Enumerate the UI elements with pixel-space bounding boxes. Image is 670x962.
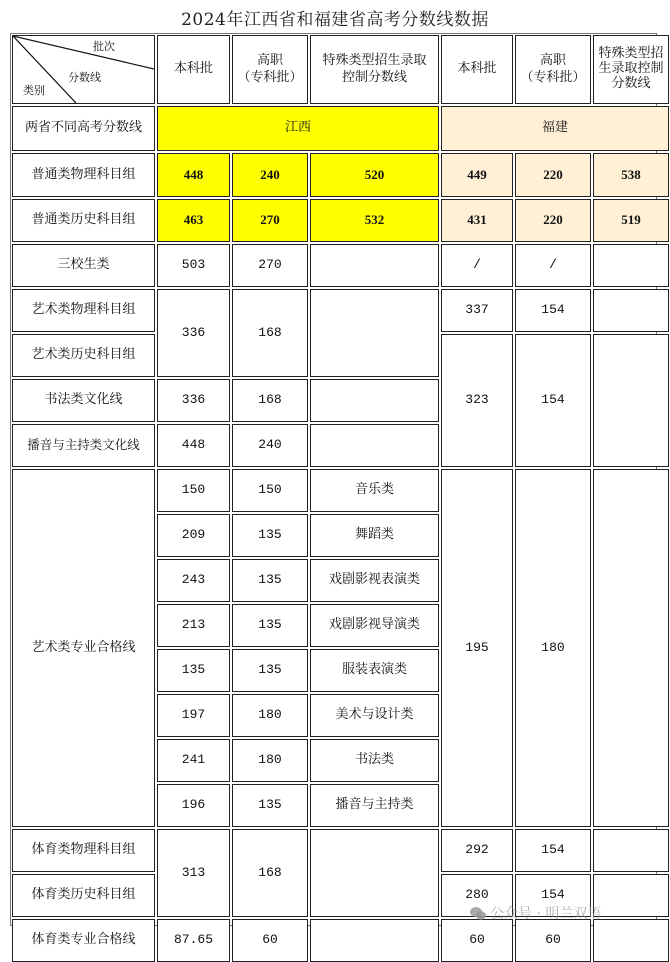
art-pro-benke: 243 xyxy=(157,559,230,602)
row-label-history: 普通类历史科目组 xyxy=(12,199,155,242)
jx-gaozhi-calligraphy: 168 xyxy=(232,379,308,422)
col-header-jx-benke xyxy=(157,35,230,104)
fj-benke-pe-physics: 292 xyxy=(441,829,513,872)
col-header-text: 生录取控制 xyxy=(598,61,664,77)
fj-special-art-physics xyxy=(593,289,669,332)
fj-gaozhi-pe-pro: 60 xyxy=(515,919,591,962)
fj-special-pe-physics xyxy=(593,829,669,872)
fj-gaozhi-pe-history: 154 xyxy=(515,874,591,917)
jx-special-art xyxy=(310,289,439,377)
jx-benke-pe: 313 xyxy=(157,829,230,917)
art-pro-gaozhi: 150 xyxy=(232,469,308,512)
fj-benke-pe-history: 280 xyxy=(441,874,513,917)
jx-special-calligraphy xyxy=(310,379,439,422)
art-pro-gaozhi: 180 xyxy=(232,694,308,737)
art-pro-benke: 196 xyxy=(157,784,230,827)
col-header-jx-gaozhi xyxy=(232,35,308,104)
col-header-text: 特殊类型招生录取 xyxy=(322,52,427,68)
art-pro-gaozhi: 135 xyxy=(232,649,308,692)
art-pro-type: 播音与主持类 xyxy=(310,784,439,827)
fj-special-pe-history xyxy=(593,874,669,917)
jx-special-physics: 520 xyxy=(310,153,439,197)
jx-special-broadcast xyxy=(310,424,439,467)
art-pro-gaozhi: 135 xyxy=(232,514,308,557)
col-header-text: 本科批 xyxy=(457,61,497,77)
fj-special-pe-pro xyxy=(593,919,669,962)
watermark-text: 公众号 · 明兰双语 xyxy=(490,906,602,922)
art-pro-type: 戏剧影视导演类 xyxy=(310,604,439,647)
fj-gaozhi-history: 220 xyxy=(515,199,591,242)
fj-benke-art-physics: 337 xyxy=(441,289,513,332)
fj-benke-pe-pro: 60 xyxy=(441,919,513,962)
art-pro-type: 服装表演类 xyxy=(310,649,439,692)
art-pro-benke: 150 xyxy=(157,469,230,512)
corner-category-label: 类别 xyxy=(23,84,45,97)
col-header-text: 特殊类型招 xyxy=(598,46,664,62)
art-pro-gaozhi: 135 xyxy=(232,604,308,647)
fj-gaozhi-art-history-shared: 154 xyxy=(515,334,591,467)
art-pro-benke: 213 xyxy=(157,604,230,647)
art-pro-gaozhi: 180 xyxy=(232,739,308,782)
row-label-art-physics: 艺术类物理科目组 xyxy=(12,289,155,332)
fj-gaozhi-art-physics: 154 xyxy=(515,289,591,332)
col-header-text: （专科批） xyxy=(237,69,303,85)
jx-benke-calligraphy: 336 xyxy=(157,379,230,422)
jx-gaozhi-history: 270 xyxy=(232,199,308,242)
row-label-art-history: 艺术类历史科目组 xyxy=(12,334,155,377)
fj-special-physics: 538 xyxy=(593,153,669,197)
fj-benke-history: 431 xyxy=(441,199,513,242)
col-header-fj-gaozhi xyxy=(515,35,591,104)
jx-gaozhi-physics: 240 xyxy=(232,153,308,197)
col-header-fj-special xyxy=(593,35,669,104)
fj-benke-physics: 449 xyxy=(441,153,513,197)
fj-benke-sanxiao: / xyxy=(441,244,513,287)
art-pro-type: 戏剧影视表演类 xyxy=(310,559,439,602)
art-pro-gaozhi: 135 xyxy=(232,784,308,827)
art-pro-benke: 241 xyxy=(157,739,230,782)
jx-benke-pe-pro: 87.65 xyxy=(157,919,230,962)
fj-special-art-history-shared xyxy=(593,334,669,467)
corner-header-cell xyxy=(12,35,155,104)
fj-special-art-pro xyxy=(593,469,669,827)
row-label-pe-pro: 体育类专业合格线 xyxy=(12,919,155,962)
row-label-pe-history: 体育类历史科目组 xyxy=(12,874,155,917)
row-label-pe-physics: 体育类物理科目组 xyxy=(12,829,155,872)
corner-score-label: 分数线 xyxy=(68,71,101,84)
jx-gaozhi-pe-pro: 60 xyxy=(232,919,308,962)
fj-gaozhi-physics: 220 xyxy=(515,153,591,197)
art-pro-type: 美术与设计类 xyxy=(310,694,439,737)
province-fujian: 福建 xyxy=(441,106,669,151)
col-header-text: （专科批） xyxy=(520,69,586,85)
jx-benke-sanxiao: 503 xyxy=(157,244,230,287)
jx-special-pe xyxy=(310,829,439,917)
wechat-icon xyxy=(470,907,486,920)
col-header-fj-benke xyxy=(441,35,513,104)
jx-gaozhi-art: 168 xyxy=(232,289,308,377)
jx-gaozhi-pe: 168 xyxy=(232,829,308,917)
jx-special-history: 532 xyxy=(310,199,439,242)
fj-gaozhi-sanxiao: / xyxy=(515,244,591,287)
art-pro-benke: 197 xyxy=(157,694,230,737)
province-jiangxi: 江西 xyxy=(157,106,439,151)
col-header-text: 高职 xyxy=(539,52,566,68)
row-label-calligraphy: 书法类文化线 xyxy=(12,379,155,422)
corner-batch-label: 批次 xyxy=(93,40,115,53)
jx-benke-broadcast: 448 xyxy=(157,424,230,467)
col-header-text: 控制分数线 xyxy=(341,69,407,85)
row-label-sanxiao: 三校生类 xyxy=(12,244,155,287)
fj-gaozhi-pe-physics: 154 xyxy=(515,829,591,872)
art-pro-type: 书法类 xyxy=(310,739,439,782)
fj-benke-art-history-shared: 323 xyxy=(441,334,513,467)
art-pro-benke: 135 xyxy=(157,649,230,692)
fj-gaozhi-art-pro: 180 xyxy=(515,469,591,827)
jx-gaozhi-sanxiao: 270 xyxy=(232,244,308,287)
fj-special-history: 519 xyxy=(593,199,669,242)
jx-special-sanxiao xyxy=(310,244,439,287)
fj-benke-art-pro: 195 xyxy=(441,469,513,827)
col-header-text: 分数线 xyxy=(611,75,651,91)
art-pro-benke: 209 xyxy=(157,514,230,557)
jx-benke-history: 463 xyxy=(157,199,230,242)
row-label-broadcast: 播音与主持类文化线 xyxy=(12,424,155,467)
jx-special-pe-pro xyxy=(310,919,439,962)
art-pro-gaozhi: 135 xyxy=(232,559,308,602)
score-table xyxy=(10,33,664,948)
fj-special-sanxiao xyxy=(593,244,669,287)
jx-benke-art: 336 xyxy=(157,289,230,377)
col-header-jx-special xyxy=(310,35,439,104)
col-header-text: 本科批 xyxy=(173,61,213,77)
jx-gaozhi-broadcast: 240 xyxy=(232,424,308,467)
col-header-text: 高职 xyxy=(256,52,283,68)
row-label-province: 两省不同高考分数线 xyxy=(12,106,155,151)
jx-benke-physics: 448 xyxy=(157,153,230,197)
row-label-art-pro: 艺术类专业合格线 xyxy=(12,469,155,827)
page-title: 2024年江西省和福建省高考分数线数据 xyxy=(181,10,489,30)
art-pro-type: 舞蹈类 xyxy=(310,514,439,557)
watermark xyxy=(470,903,601,923)
art-pro-type: 音乐类 xyxy=(310,469,439,512)
row-label-physics: 普通类物理科目组 xyxy=(12,153,155,197)
